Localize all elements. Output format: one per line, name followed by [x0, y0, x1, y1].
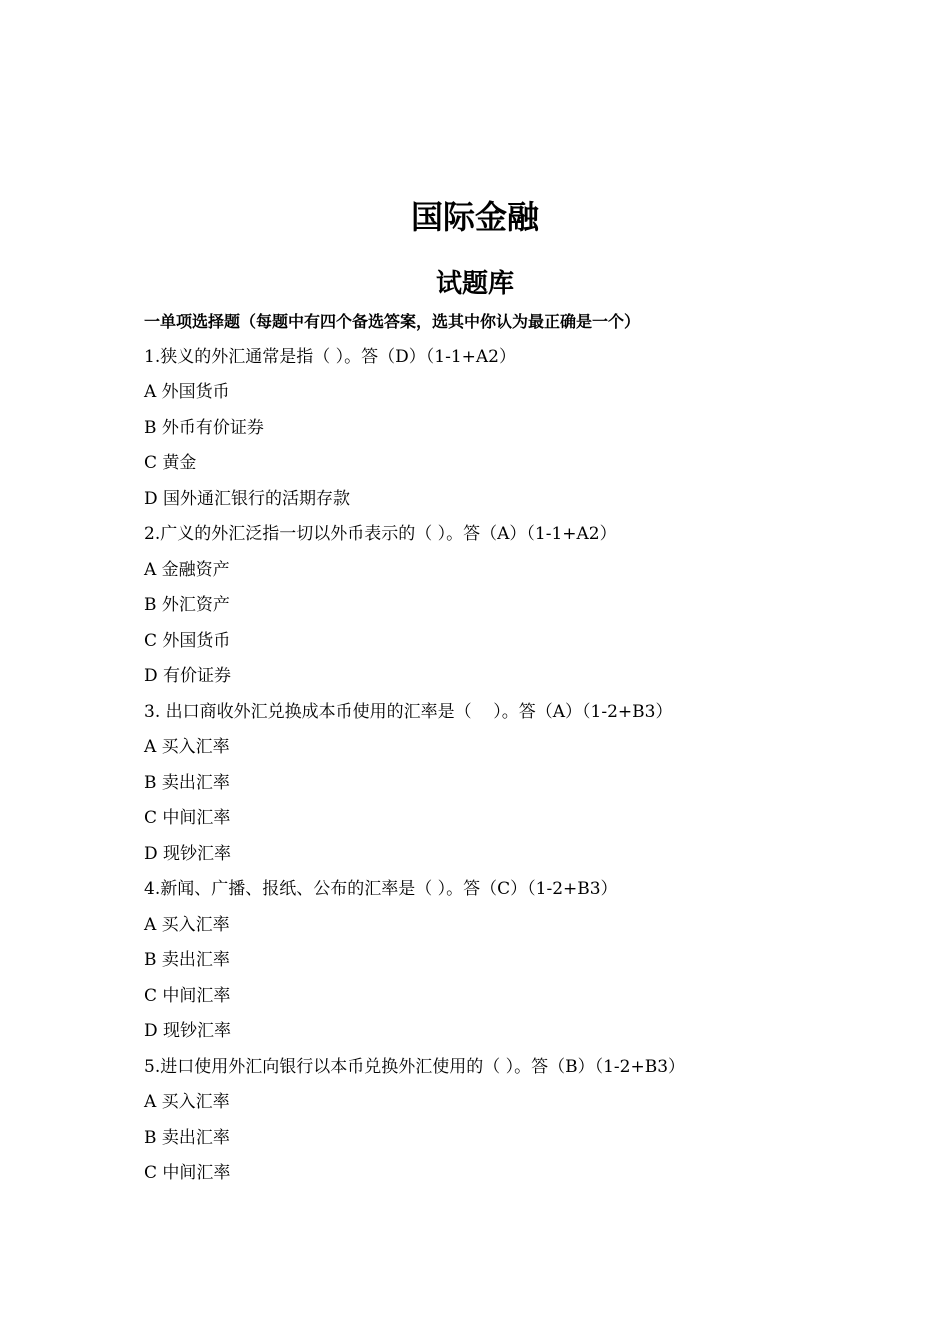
answer-option: D 现钞汇率 — [144, 843, 232, 864]
answer-option: B 卖出汇率 — [144, 950, 230, 970]
answer-option: B 卖出汇率 — [144, 1127, 230, 1148]
answer-option: A 金融资产 — [144, 559, 230, 580]
answer-option: A 买入汇率 — [144, 914, 230, 935]
answer-option: D 现钞汇率 — [144, 1021, 232, 1041]
answer-option: C 中间汇率 — [144, 985, 231, 1006]
question-bank — [144, 304, 844, 1192]
question-stem: 3. 出口商收外汇兑换成本币使用的汇率是（ ）。答（A）（1-2+B3） — [144, 701, 673, 722]
answer-option: B 外币有价证券 — [144, 417, 264, 438]
answer-option: C 中间汇率 — [144, 1163, 231, 1183]
answer-option: B 外汇资产 — [144, 595, 230, 615]
question-stem: 1.狭义的外汇通常是指（ ）。答（D）（1-1+A2） — [144, 346, 516, 367]
answer-option: A 外国货币 — [144, 382, 230, 402]
answer-option: C 外国货币 — [144, 630, 231, 651]
document-title: 国际金融 — [410, 198, 539, 236]
section-heading: 一单项选择题（每题中有四个备选答案，选其中你认为最正确是一个） — [144, 312, 641, 331]
question-stem: 2.广义的外汇泛指一切以外币表示的（ ）。答（A）（1-1+A2） — [144, 524, 617, 544]
answer-option: A 买入汇率 — [144, 1092, 230, 1112]
answer-option: C 黄金 — [144, 453, 197, 473]
question-stem: 5.进口使用外汇向银行以本币兑换外汇使用的（ ）。答（B）（1-2+B3） — [144, 1056, 686, 1077]
answer-option: D 有价证券 — [144, 666, 232, 686]
answer-option: D 国外通汇银行的活期存款 — [144, 488, 351, 509]
document-subtitle: 试题库 — [435, 269, 514, 299]
answer-option: B 卖出汇率 — [144, 772, 230, 793]
answer-option: C 中间汇率 — [144, 808, 231, 828]
answer-option: A 买入汇率 — [144, 737, 230, 757]
question-stem: 4.新闻、广播、报纸、公布的汇率是（ ）。答（C）（1-2+B3） — [144, 879, 618, 899]
